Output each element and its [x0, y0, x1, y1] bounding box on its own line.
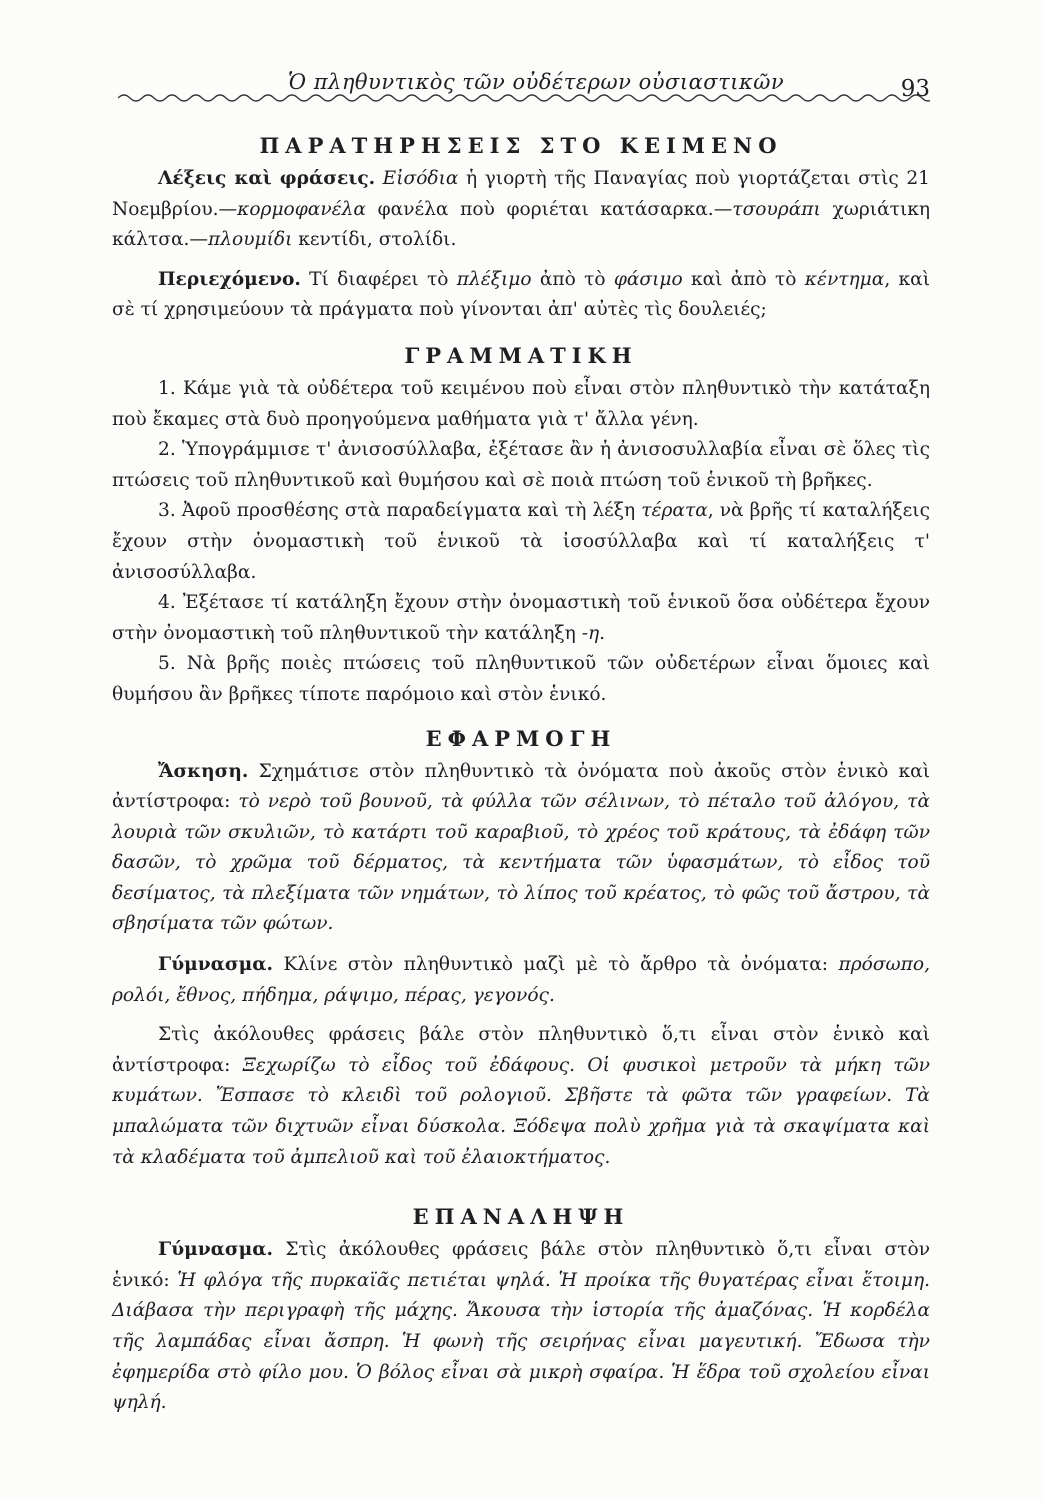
- term-kentima: κέντημα: [804, 268, 885, 290]
- application-drill-instruction: Κλίνε στὸν πληθυντικὸ μαζὶ μὲ τὸ ἄρθρο τὰ ὀνόματα:: [273, 954, 839, 976]
- notes-content-paragraph: [112, 265, 930, 326]
- application-phrases: [112, 1020, 930, 1173]
- def-kormofanela: φανέλα ποὺ φοριέται κατάσαρκα.—: [365, 198, 733, 220]
- heading-revision: ΕΠΑΝΑΛΗΨΗ: [412, 1204, 630, 1230]
- revision-drill-lead: Γύμνασμα.: [158, 1239, 274, 1261]
- application-exercise-lead: Ἄσκηση.: [158, 760, 249, 782]
- application-phrases-sentences: Ξεχωρίζω τὸ εἶδος τοῦ ἐδάφους. Οἱ φυσικοὶ μετροῦν τὰ μήκη τῶν κυμάτων. Ἔσπασε τὸ κλειδὶ τοῦ ρολογιοῦ. Σβῆστε τὰ φῶτα τῶν γραφείων. Τὰ μπαλώματα τῶν διχτυῶν εἶναι δύσκολα. Ξόδεψα πολὺ χρῆμα γιὰ τὰ σκαψίματα καὶ τὰ κλαδέματα τοῦ ἀμπελιοῦ καὶ τοῦ ἐλαιοκτήματος.: [112, 1054, 930, 1168]
- wavy-rule: [118, 90, 930, 106]
- grammar-item-4: [112, 588, 930, 649]
- notes-content-text-4: , καὶ σὲ τί χρησιμεύουν τὰ πράγματα ποὺ γίνονται ἀπ' αὐτὲς τὶς δουλειές;: [112, 268, 930, 321]
- grammar-item-4-text-2: .: [599, 622, 606, 644]
- application-exercise-instruction: Σχημάτισε στὸν πληθυντικὸ τὰ ὀνόματα ποὺ ἀκοῦς στὸν ἑνικὸ καὶ ἀντίστροφα:: [112, 760, 930, 813]
- notes-words-lead: Λέξεις καὶ φράσεις.: [158, 168, 376, 189]
- application-drill-words: πρόσωπο, ρολόι, ἔθνος, πήδημα, ράψιμο, πέρας, γεγονός.: [112, 954, 930, 1006]
- revision-drill-instruction: Στὶς ἀκόλουθες φράσεις βάλε στὸν πληθυντικὸ ὅ,τι εἶναι στὸν ἑνικό:: [112, 1239, 930, 1291]
- application-drill-lead: Γύμνασμα.: [158, 954, 274, 976]
- term-fasimo: φάσιμο: [613, 268, 683, 290]
- grammar-item-3: [112, 496, 930, 588]
- heading-grammar: ΓΡΑΜΜΑΤΙΚΗ: [404, 342, 638, 368]
- term-terata: τέρατα: [641, 500, 708, 522]
- application-drill: [112, 950, 930, 1011]
- term-eisodia: Εἰσόδια: [382, 168, 459, 189]
- grammar-item-3-text-2: , νὰ βρῆς τί καταλήξεις ἔχουν στὴν ὀνομαστικὴ τοῦ ἑνικοῦ τὰ ἰσοσύλλαβα καὶ τί καταλήξεις τ' ἀνισοσύλλαβα.: [112, 500, 930, 583]
- term-ending-eta: -η: [581, 622, 600, 644]
- notes-content-lead: Περιεχόμενο.: [158, 268, 301, 290]
- notes-content-text-1: Τί διαφέρει τὸ: [300, 268, 457, 290]
- grammar-item-1: 1. Κάμε γιὰ τὰ οὐδέτερα τοῦ κειμένου ποὺ εἶναι στὸν πληθυντικὸ τὴν κατάταξη ποὺ ἔκαμες στὰ δυὸ προηγούμενα μαθήματα γιὰ τ' ἄλλα γένη.: [112, 377, 930, 430]
- revision-drill: [112, 1235, 930, 1419]
- notes-content-text-2: ἀπὸ τὸ: [531, 268, 614, 290]
- running-title: Ὁ πληθυντικὸς τῶν οὐδέτερων οὐσιαστικῶν: [288, 70, 785, 94]
- heading-notes: ΠΑΡΑΤΗΡΗΣΕΙΣ ΣΤΟ ΚΕΙΜΕΝΟ: [259, 133, 783, 158]
- notes-words-paragraph: [112, 164, 930, 256]
- def-ploumidi: κεντίδι, στολίδι.: [292, 229, 457, 251]
- notes-content-text-3: καὶ ἀπὸ τὸ: [682, 268, 805, 290]
- application-phrases-instruction: Στὶς ἀκόλουθες φράσεις βάλε στὸν πληθυντικὸ ὅ,τι εἶναι στὸν ἑνικὸ καὶ ἀντίστροφα:: [112, 1024, 930, 1076]
- term-tsourapi: τσουράπι: [732, 198, 821, 220]
- application-exercise-examples: τὸ νερὸ τοῦ βουνοῦ, τὰ φύλλα τῶν σέλινων, τὸ πέταλο τοῦ ἀλόγου, τὰ λουριὰ τῶν σκυλιῶν, τὸ κατάρτι τοῦ καραβιοῦ, τὸ χρέος τοῦ κράτους, τὰ ἐδάφη τῶν δασῶν, τὸ χρῶμα τοῦ δέρματος, τὰ κεντήματα τῶν ὑφασμάτων, τὸ εἶδος τοῦ δεσίματος, τὰ πλεξίματα τῶν νημάτων, τὸ λίπος τοῦ κρέατος, τὸ φῶς τοῦ ἄστρου, τὰ σβησίματα τῶν φώτων.: [112, 791, 930, 935]
- page-content: [112, 128, 930, 1419]
- grammar-item-4-text-1: 4. Ἐξέτασε τί κατάληξη ἔχουν στὴν ὀνομαστικὴ τοῦ ἑνικοῦ ὅσα οὐδέτερα ἔχουν στὴν ὀνομαστικὴ τοῦ πληθυντικοῦ τὴν κατάληξη: [112, 592, 930, 644]
- def-tsourapi: χωριάτικη κάλτσα.—: [112, 198, 930, 251]
- grammar-item-3-text-1: 3. Ἀφοῦ προσθέσης στὰ παραδείγματα καὶ τὴ λέξη: [158, 500, 642, 522]
- def-eisodia: ἡ γιορτὴ τῆς Παναγίας ποὺ γιορτάζεται στὶς 21 Νοεμβρίου.—: [112, 168, 931, 220]
- term-ploumidi: πλουμίδι: [208, 229, 293, 251]
- application-exercise: [112, 757, 930, 941]
- grammar-item-2: 2. Ὑπογράμμισε τ' ἀνισοσύλλαβα, ἐξέτασε ἂν ἡ ἀνισοσυλλαβία εἶναι σὲ ὅλες τὶς πτώσεις τοῦ πληθυντικοῦ καὶ θυμήσου καὶ σὲ ποιὰ πτώση τοῦ ἑνικοῦ τὴ βρῆκες.: [112, 439, 930, 491]
- heading-application: ΕΦΑΡΜΟΓΗ: [425, 725, 617, 751]
- revision-drill-sentences: Ἡ φλόγα τῆς πυρκαϊᾶς πετιέται ψηλά. Ἡ προίκα τῆς θυγατέρας εἶναι ἕτοιμη. Διάβασα τὴν περιγραφὴ τῆς μάχης. Ἄκουσα τὴν ἱστορία τῆς ἀμαζόνας. Ἡ κορδέλα τῆς λαμπάδας εἶναι ἄσπρη. Ἡ φωνὴ τῆς σειρήνας εἶναι μαγευτική. Ἔδωσα τὴν ἐφημερίδα στὸ φίλο μου. Ὁ βόλος εἶναι σὰ μικρὴ σφαίρα. Ἡ ἕδρα τοῦ σχολείου εἶναι ψηλή.: [112, 1269, 931, 1414]
- grammar-item-5: 5. Νὰ βρῆς ποιὲς πτώσεις τοῦ πληθυντικοῦ τῶν οὐδετέρων εἶναι ὅμοιες καὶ θυμήσου ἂν βρῆκες τίποτε παρόμοιο καὶ στὸν ἑνικό.: [112, 653, 930, 705]
- page-number: 93: [900, 76, 930, 102]
- term-plexsimo: πλέξιμο: [456, 268, 532, 290]
- term-kormofanela: κορμοφανέλα: [237, 198, 366, 220]
- running-head: [118, 66, 930, 106]
